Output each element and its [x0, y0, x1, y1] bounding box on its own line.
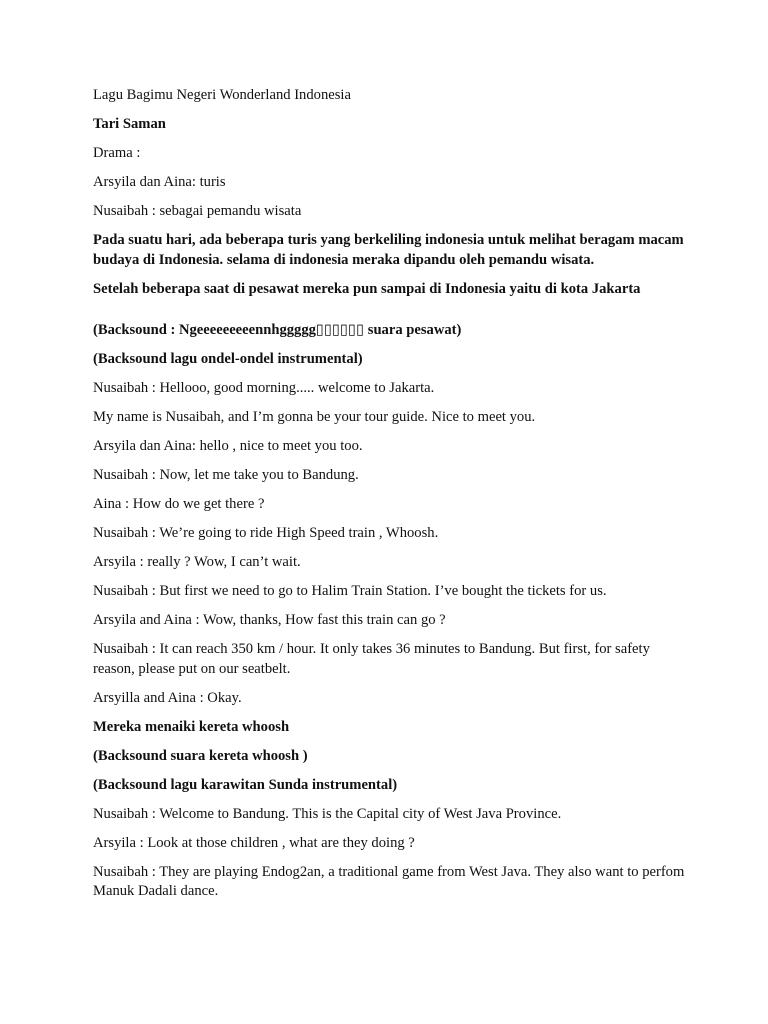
- cast-guide: Nusaibah : sebagai pemandu wisata: [93, 203, 302, 219]
- document-page: [93, 86, 693, 911]
- narration-intro: Pada suatu hari, ada beberapa turis yang berkeliling indonesia untuk melihat beragam macam budaya di Indonesia. selama di indonesia meraka dipandu oleh pemandu wisata.: [93, 232, 684, 268]
- dialogue-line: Nusaibah : Now, let me take you to Bandung.: [93, 467, 359, 483]
- dialogue-line: Arsyilla and Aina : Okay.: [93, 689, 242, 706]
- backsound-train: (Backsound suara kereta whoosh ): [93, 747, 308, 764]
- narration-arrival: Setelah beberapa saat di pesawat mereka pun sampai di Indonesia yaitu di kota Jakarta: [93, 280, 641, 297]
- dialogue-line: Arsyila dan Aina: hello , nice to meet you too.: [93, 438, 363, 454]
- drama-label: Drama :: [93, 145, 141, 161]
- backsound-ondel: (Backsound lagu ondel-ondel instrumental): [93, 351, 363, 367]
- dialogue-line: Nusaibah : We’re going to ride High Speed train , Whoosh.: [93, 525, 439, 541]
- dialogue-line: Nusaibah : Welcome to Bandung. This is the Capital city of West Java Province.: [93, 805, 562, 822]
- dialogue-line: Aina : How do we get there ?: [93, 496, 265, 512]
- dialogue-line: Arsyila : really ? Wow, I can’t wait.: [93, 554, 301, 570]
- dialogue-line: Nusaibah : But first we need to go to Halim Train Station. I’ve bought the tickets for us.: [93, 583, 607, 599]
- dialogue-line: Nusaibah : They are playing Endog2an, a traditional game from West Java. They also want to perfom Manuk Dadali dance.: [93, 863, 685, 899]
- dialogue-line: Arsyila and Aina : Wow, thanks, How fast this train can go ?: [93, 612, 446, 628]
- dialogue-line: My name is Nusaibah, and I’m gonna be your tour guide. Nice to meet you.: [93, 409, 536, 425]
- dance-title: Tari Saman: [93, 116, 166, 132]
- dialogue-line: Arsyila : Look at those children , what are they doing ?: [93, 834, 415, 851]
- dialogue-line: Nusaibah : Hellooo, good morning..... welcome to Jakarta.: [93, 380, 435, 396]
- cast-tourists: Arsyila dan Aina: turis: [93, 174, 226, 190]
- backsound-plane: (Backsound : Ngeeeeeeeeennhggggg▯▯▯▯▯▯ suara pesawat): [93, 322, 462, 338]
- song-title: Lagu Bagimu Negeri Wonderland Indonesia: [93, 87, 351, 103]
- narration-board-train: Mereka menaiki kereta whoosh: [93, 718, 290, 735]
- backsound-karawitan: (Backsound lagu karawitan Sunda instrumental): [93, 776, 398, 793]
- dialogue-line: Nusaibah : It can reach 350 km / hour. It only takes 36 minutes to Bandung. But first, for safety reason, please put on our seatbelt.: [93, 641, 650, 677]
